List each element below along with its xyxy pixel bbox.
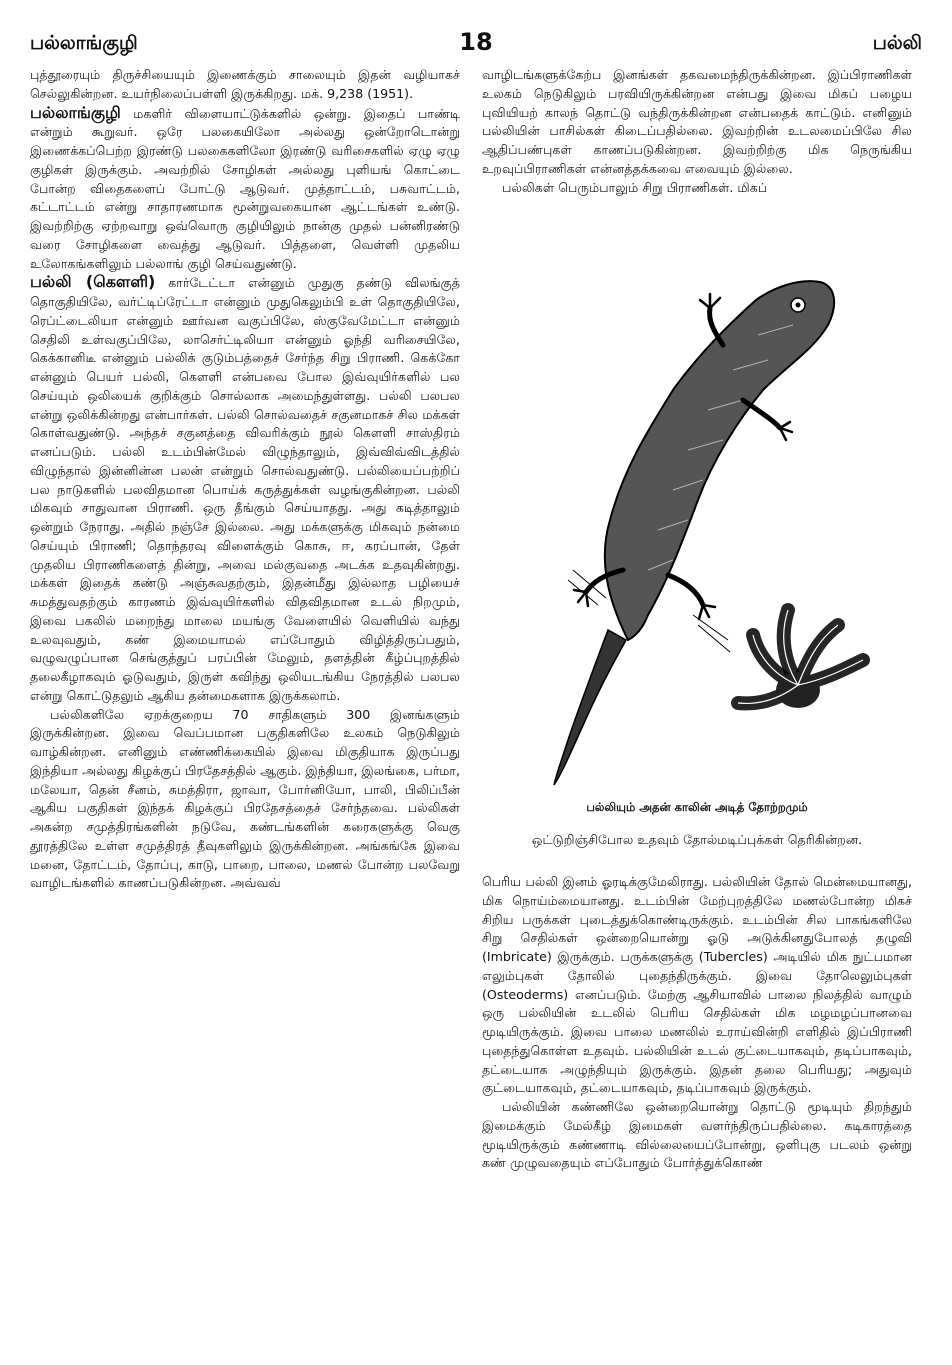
header-right-term: பல்லி	[872, 32, 922, 54]
figure-caption-text: ஒட்டுறிஞ்சிபோல உதவும் தோல்மடிப்புக்கள் தெரிகின்றன.	[531, 832, 863, 847]
gecko-front-right-leg	[743, 400, 780, 428]
entry-text-palli: கார்டேட்டா என்னும் முதுகு தண்டு விலங்குத் தொகுதியிலே, வர்ட்டிப்ரேட்டா என்னும் முதுகெலும்பி உள் தொகுதியிலே, ரெப்ட்டைலியா என்னும் ஊர்வன வகுப்பிலே, ஸ்குவேமேட்டா என்னும் செதிலி உள்வகுப்பிலே, லாசெர்ட்டிலியா என்னும் ஓந்தி வரிசையிலே, கெக்கானிடீ என்னும் பல்லிக் குடும்பத்தைச் சேர்ந்த சிறு பிராணி. கெக்கோ என்னும் பெயர் பல்லி, கௌளி என்பவை போல இவ்வுயிர்களில் பல செய்யும் ஒலியைக் குறிக்கும் சொல்லாக அமைந்துள்ளது. பல்லி பலபல என்று ஒலிக்கின்றது என்பார்கள். பல்லி சொல்வதைச் சகுனமாகச் சில மக்கள் கொள்வதுண்டு. அந்தச் சகுனத்தை விவரிக்கும் நூல் கௌளி சாஸ்திரம் எனப்படும். பல்லி உடம்பின்மேல் விழுந்தாலும், இவ்விவ்விடத்தில் விழுந்தால் இன்னின்ன பலன் என்றும் சொல்வதுண்டு. பல்லியைப்பற்றிப் பல நாடுகளில் பலவிதமான பொய்க் கருத்துக்கள் வழங்குகின்றன. பல்லி மிகவும் சாதுவான பிராணி. ஒரு தீங்கும் செய்யாதது. அது கடித்தாலும் ஒன்றும் நேராது. அதில் நஞ்சே இல்லை. அது மக்களுக்கு மிகவும் நன்மை செய்யும் பிராணி; தொந்தரவு விளைக்கும் கொசு, ஈ, கரப்பான், தேள் முதலிய பிராணிகளைத் தின்று, அவை மல்குவதை அடக்க உதவுகின்றது. மக்கள் இதைக் கண்டு அஞ்சுவதற்கும், இதன்மீது இல்லாத பழியைச் சுமத்துவதற்கும் காரணம் இவ்வுயிர்களில் விதவிதமான உடல் நிறமும், இவை பகலில் மறைந்து மாலை மயங்கு வேளையில் வெளியில் வந்து உலவுவதும், கண் இமையாமல் எப்போதும் விழித்திருப்பதும், வழுவழுப்பான செங்குத்துப் பரப்பின் மேலும், தளத்தின் கீழ்ப்புறத்தில் தலைகீழாகவும் ஓடுவதும், இருள் கவிந்து ஒலியடங்கிய நேரத்தில் பலபல என்று கொட்டுதலும் ஆகிய தன்மைகளாக இருக்கலாம்.	[30, 275, 460, 703]
entry-text-pallanguzhi: மகளிர் விளையாட்டுக்களில் ஒன்று. இதைப் பாண்டி என்றும் கூறுவர். ஒரே பலகையிலோ அல்லது ஒன்றோடொன்று இணைக்கப்பெற்ற இரண்டு பலகைகளிலோ இரண்டு வரிசைகளில் ஏழு ஏழு குழிகள் இருக்கும். அவற்றில் சோழிகள் அல்லது புளியங் கொட்டை போன்ற விதைகளைப் போட்டு ஆடுவர். முத்தாட்டம், பசுவாட்டம், கட்டாட்டம் என்று சாதாரணமாக மூன்றுவகையான ஆட்டங்கள் உண்டு. இவற்றிற்கு ஏற்றவாறு ஒவ்வொரு குழியிலும் நான்கு முதல் பன்னிரண்டு வரை சோழிகளை வைத்து ஆடுவர். பித்தளை, வெள்ளி முதலிய உலோகங்களிலும் பல்லாங் குழி செய்வதுண்டு.	[30, 105, 460, 271]
paragraph-size-start: பல்லிகள் பெரும்பாலும் சிறு பிராணிகள். மிகப்	[502, 179, 768, 195]
paragraph-continued: புத்தூரையும் திருச்சியையும் இணைக்கும் சாலையும் இதன் வழியாகச் செல்லுகின்றன. உயர்நிலைப்பள்ளி இருக்கிறது. மக். 9,238 (1951).	[30, 67, 460, 101]
right-column-bottom	[482, 873, 912, 1173]
page-header	[30, 30, 922, 60]
left-column	[30, 66, 460, 893]
paragraph-habitats: வாழிடங்களுக்கேற்ப இனங்கள் தகவமைந்திருக்கின்றன. இப்பிராணிகள் உலகம் நெடுகிலும் பரவியிருக்கின்றன என்பது இவை மிகப் பழைய புவியியற் காலந் தொட்டு வந்திருக்கின்றன என்பதைக் காட்டும். எனினும் பல்லியின் பாசில்கள் கிடைப்பதில்லை. இவற்றின் உடலமைப்பிலே சில ஆதிப்பண்புகள் காணப்படுகின்றன. இவற்றிற்கு மிக நெருங்கிய உறவுப்பிராணிகள் என்னத்தக்கவை எவையும் இல்லை.	[482, 67, 912, 176]
entry-palli	[30, 273, 460, 705]
paragraph-eyes: பல்லியின் கண்ணிலே ஒன்றையொன்று தொட்டு மூடியும் திறந்தும் இமைக்கும் மேல்கீழ் இமைகள் வளர்ந்திருப்பதில்லை. கடிகாரத்தை மூடியிருக்கும் கண்ணாடி வில்லையைப்போன்று, ஒளிபுகு படலம் ஒன்று கண் முழுவதையும் எப்போதும் போர்த்துக்கொண்	[482, 1099, 912, 1171]
gecko-drawing	[498, 270, 908, 790]
entry-pallanguzhi	[30, 104, 460, 274]
page-number: 18	[459, 28, 493, 56]
gecko-hind-right-leg	[668, 575, 703, 605]
entry-heading-pallanguzhi: பல்லாங்குழி	[30, 102, 121, 122]
gecko-illustration	[498, 270, 908, 790]
paragraph-skin: பெரிய பல்லி இனம் ஓரடிக்குமேலிராது. பல்லியின் தோல் மென்மையானது, மிக நொய்ம்மையானது. உடம்பின் மேற்புறத்திலே மணல்போன்ற மிகச் சிறிய பருக்கள் புடைத்துக்கொண்டிருக்கும். உடம்பின் சில பாகங்களிலே சிறு செதில்கள் ஒன்றையொன்று ஓடு அடுக்கினதுபோலத் தழுவி (Imbricate) இருக்கும். பருக்களுக்கு (Tubercles) அடியில் மிக நுட்பமான எலும்புகள் தோலில் புதைந்திருக்கும். இவை தோலெலும்புகள் (Osteoderms) எனப்படும். மேற்கு ஆசியாவில் பாலை நிலத்தில் வாழும் ஒரு பல்லியின் உடலில் பெரிய செதில்கள் மிக மழமழப்பானவை மூடியிருக்கும். இவை பாலை மணலில் உராய்வின்றி எளிதில் இப்பிராணி புதைந்துகொள்ள உதவும். பல்லியின் உடல் குட்டையாகவும், தடிப்பாகவும், தட்டையாக அழுந்தியும் இருக்கும். இதன் தலை பெரியது; அதுவும் குட்டையாகவும், தட்டையாகவும், தடிப்பாகவும் இருக்கும்.	[482, 874, 912, 1096]
gecko-foot-underside	[738, 610, 863, 708]
entry-heading-palli: பல்லி (கௌளி)	[30, 272, 156, 292]
figure-caption-title: பல்லியும் அதன் காலின் அடித் தோற்றமும்	[586, 800, 808, 814]
gecko-tail	[554, 630, 626, 785]
right-column-top	[482, 66, 912, 197]
header-left-term: பல்லாங்குழி	[30, 32, 138, 54]
paragraph-species: பல்லிகளிலே ஏறக்குறைய 70 சாதிகளும் 300 இனங்களும் இருக்கின்றன. இவை வெப்பமான பகுதிகளிலே உலகம் நெடுகிலும் வாழ்கின்றன. எனினும் எண்ணிக்கையில் இவை மிகுதியாக இருப்பது இந்தியா அல்லது கிழக்குப் பிரதேசத்தில் ஆகும். இந்தியா, இலங்கை, பர்மா, மலேயா, தென் சீனம், சுமத்திரா, ஜாவா, போர்னியோ, பாலி, பிலிப்பீன் ஆகிய பகுதிகள் இந்தக் கிழக்குப் பிரதேசத்தைச் சேர்ந்தவை. பல்லிகள் அகன்ற சமுத்திரங்களின் நடுவே, கண்டங்களின் கரைகளுக்கு வெகு தூரத்திலே உள்ள சமுத்திரத் தீவுகளிலும் இருக்கின்றன. அங்கங்கே இவை மனை, தோட்டம், தோப்பு, காடு, பாறை, பாலை, மணல் போன்ற பலவேறு வாழிடங்களில் காணப்படுகின்றன. அவ்வவ்	[30, 706, 460, 891]
